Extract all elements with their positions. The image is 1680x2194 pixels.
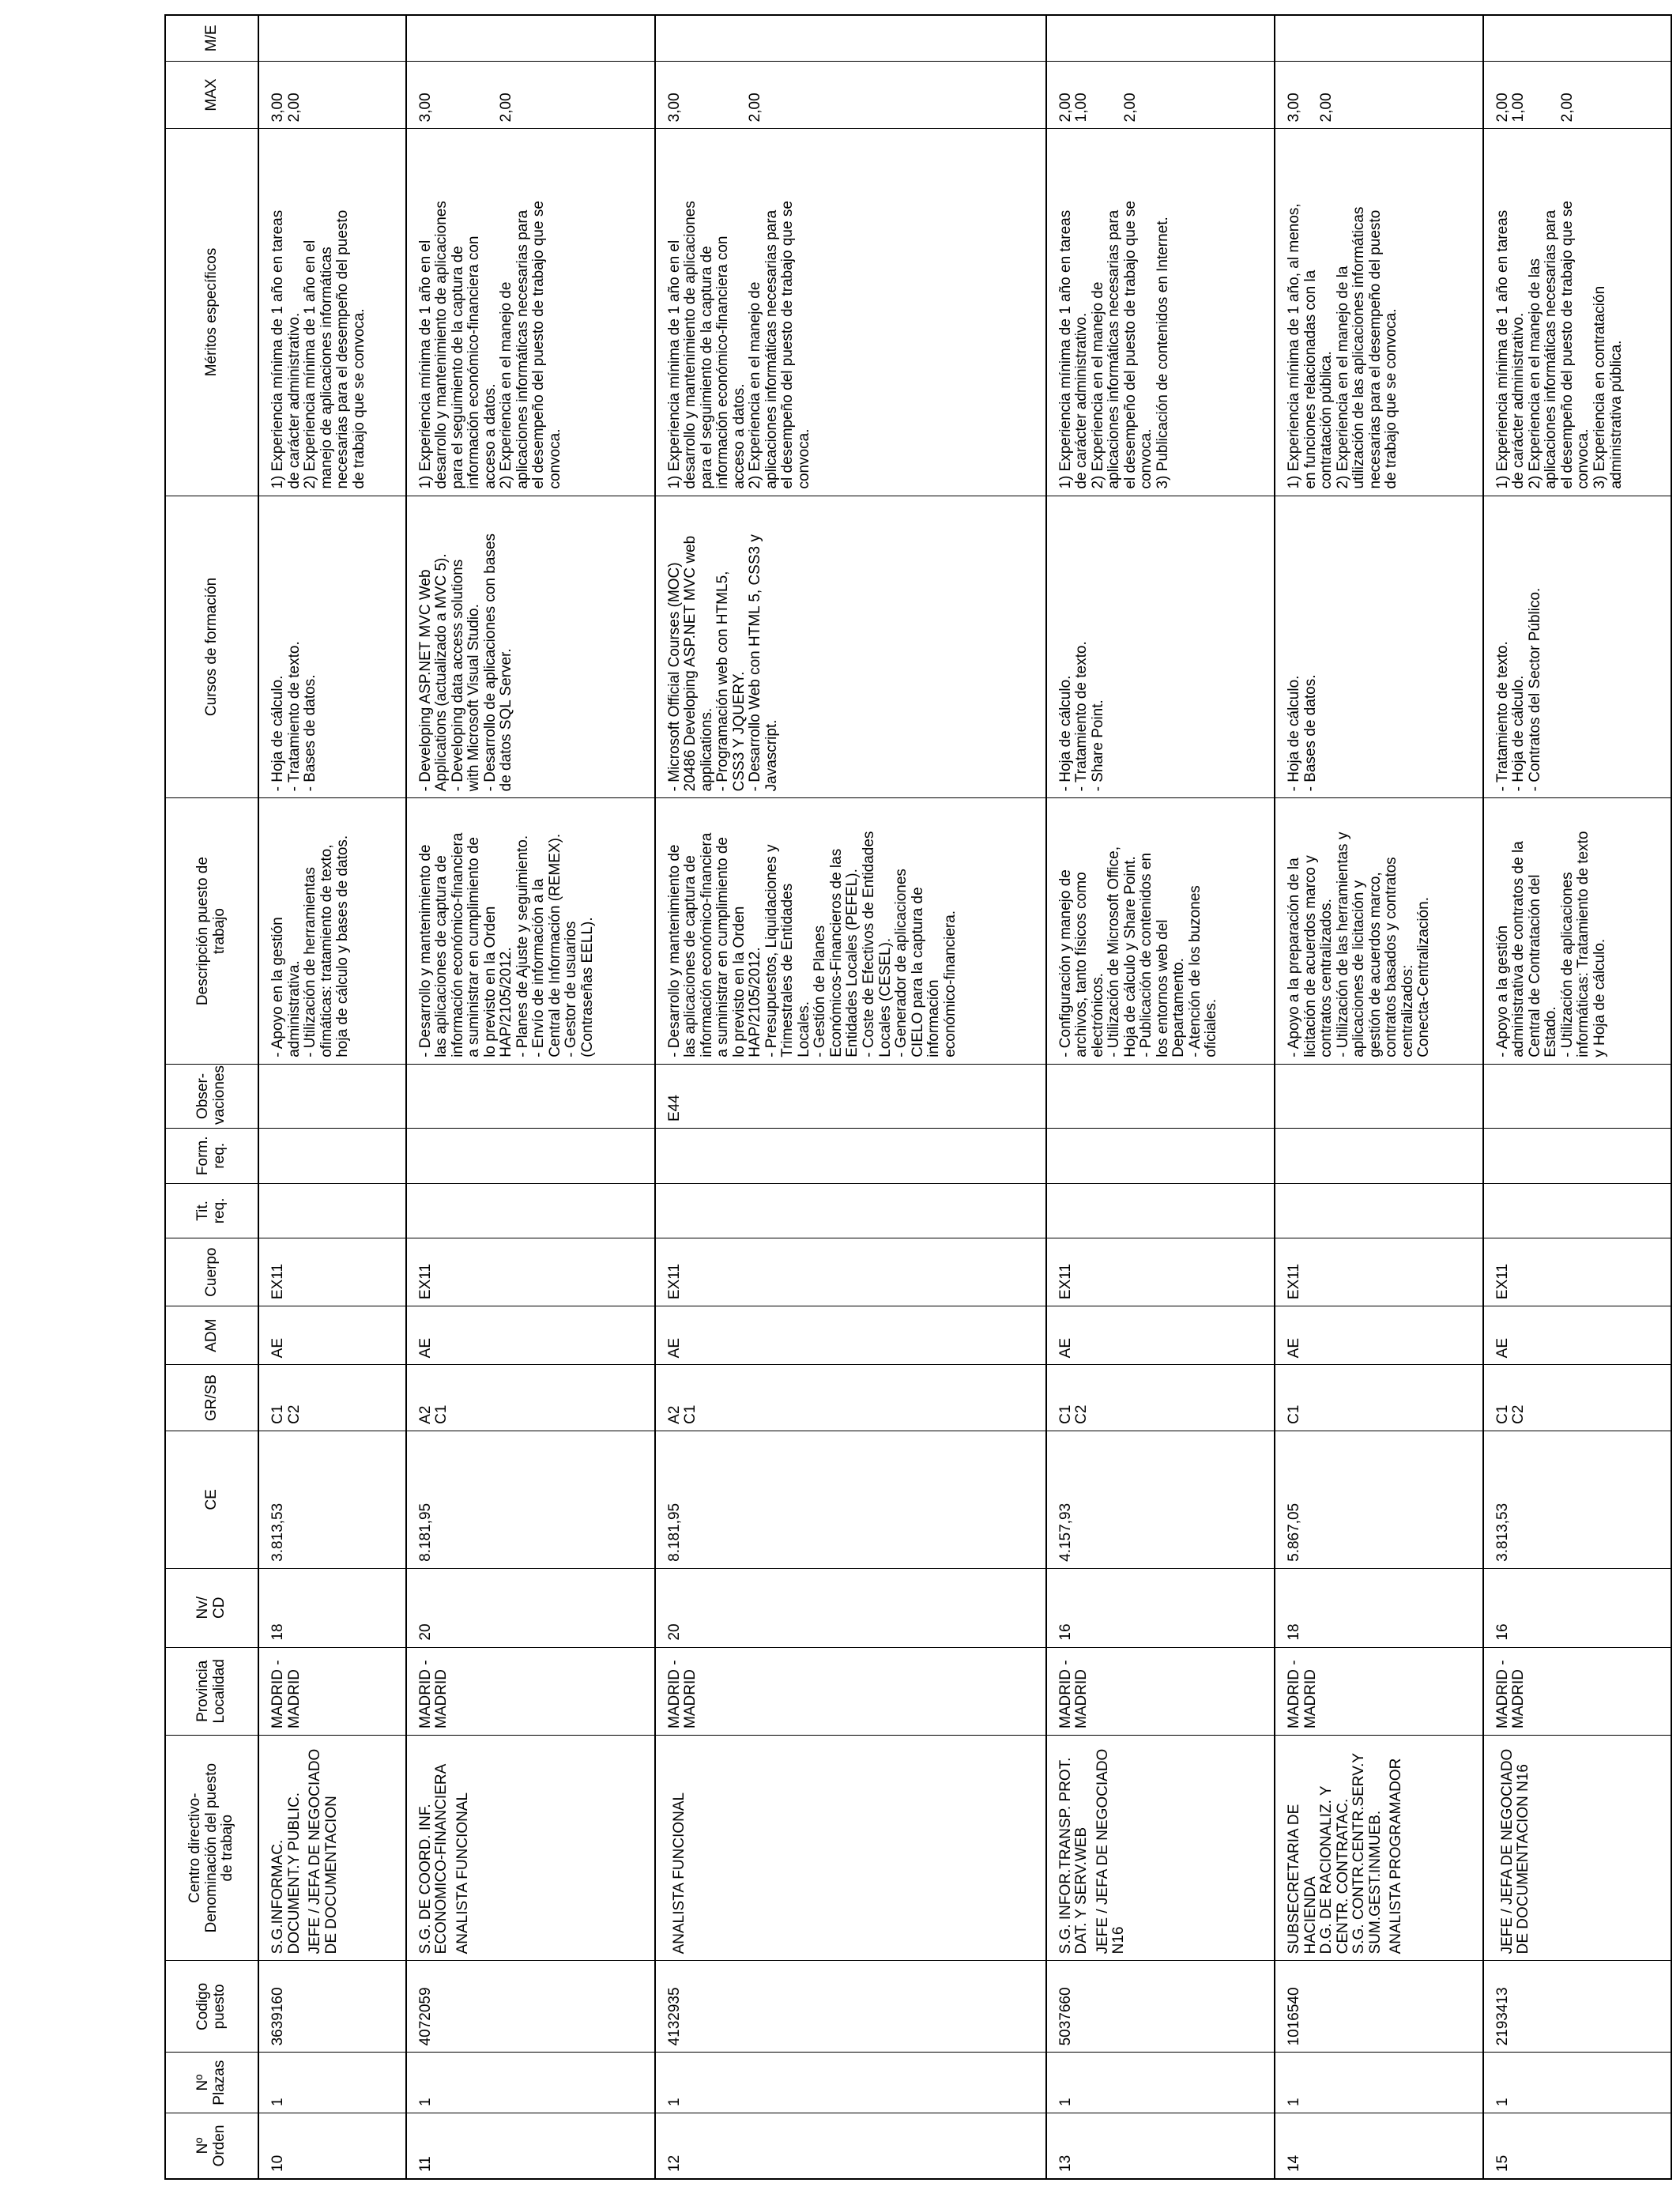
- cell-cuerpo: EX11: [1483, 1238, 1671, 1306]
- centro-organismo: S.G. DE COORD. INF. ECONOMICO-FINANCIERA: [416, 1763, 450, 1955]
- cell-plazas: 1: [258, 2053, 406, 2113]
- cell-provincia: MADRID - MADRID: [1046, 1647, 1275, 1735]
- table-row: [1483, 15, 1671, 2179]
- cell-me: [1275, 15, 1483, 61]
- col-meritos-header: Méritos específicos: [165, 129, 258, 496]
- cell-adm: AE: [258, 1306, 406, 1365]
- puesto-denominacion: JEFE / JEFA DE NEGOCIADO N16: [1094, 1748, 1128, 1955]
- col-nivel-header: Nv/ CD: [165, 1568, 258, 1647]
- cell-max: 3,00 2,00: [655, 61, 1046, 129]
- cell-nivel: 18: [1275, 1568, 1483, 1647]
- col-orden-header: Nº Orden: [165, 2113, 258, 2179]
- cell-max: 2,00 1,00 2,00: [1046, 61, 1275, 129]
- cell-meritos: 1) Experiencia mínima de 1 año en el desarrollo y mantenimiento de aplicaciones para el seguimiento de la captura de información económico-financiera con acceso a datos. 2) Experiencia en el manejo de aplicaciones informáticas necesarias para el desempeño del puesto de trabajo que se convoca.: [406, 129, 655, 496]
- col-provincia-header: Provincia Localidad: [165, 1647, 258, 1735]
- cell-adm: AE: [406, 1306, 655, 1365]
- col-centro-header: Centro directivo- Denominación del puesto de trabajo: [165, 1736, 258, 1961]
- cell-formacion: [1046, 1129, 1275, 1184]
- cell-meritos: 1) Experiencia mínima de 1 año en el desarrollo y mantenimiento de aplicaciones para el seguimiento de la captura de información económico-financiera con acceso a datos. 2) Experiencia en el manejo de aplicaciones informáticas necesarias para el desempeño del puesto de trabajo que se convoca.: [655, 129, 1046, 496]
- col-me-header: M/E: [165, 15, 258, 61]
- cell-meritos: 1) Experiencia mínima de 1 año, al menos, en funciones relacionadas con la contratación pública. 2) Experiencia en el manejo de la utilización de las aplicaciones informáticas necesarias para el desempeño del puesto de trabajo que se convoca.: [1275, 129, 1483, 496]
- table-row: [1046, 15, 1275, 2179]
- cell-me: [406, 15, 655, 61]
- cell-observaciones: [406, 1064, 655, 1128]
- cell-me: [1483, 15, 1671, 61]
- col-grupo-header: GR/SB: [165, 1365, 258, 1431]
- cell-nivel: 18: [258, 1568, 406, 1647]
- cell-observaciones: E44: [655, 1064, 1046, 1128]
- col-titulacion-header: Tit. req.: [165, 1183, 258, 1238]
- puesto-denominacion: ANALISTA PROGRAMADOR: [1388, 1758, 1405, 1955]
- cell-formacion: [655, 1129, 1046, 1184]
- cell-codigo: 3639160: [258, 1961, 406, 2053]
- col-formacion-header: Form. req.: [165, 1129, 258, 1184]
- cell-max: 3,00 2,00: [1275, 61, 1483, 129]
- cell-titulacion: [1046, 1183, 1275, 1238]
- cell-plazas: 1: [655, 2053, 1046, 2113]
- cell-me: [655, 15, 1046, 61]
- cell-centro: [655, 1736, 1046, 1961]
- centro-organismo: S.G.INFORMAC. DOCUMENT.Y PUBLIC.: [269, 1792, 303, 1955]
- cell-formacion: [406, 1129, 655, 1184]
- cell-grupo: C1 C2: [258, 1365, 406, 1431]
- cell-adm: AE: [655, 1306, 1046, 1365]
- cell-orden: 14: [1275, 2113, 1483, 2179]
- cell-titulacion: [1275, 1183, 1483, 1238]
- cell-plazas: 1: [1046, 2053, 1275, 2113]
- cell-cursos: - Developing ASP.NET MVC Web Applications (actualizado a MVC 5). - Developing data access solutions with Microsoft Visual Studio. - Desarrollo de aplicaciones con bases de datos SQL Server.: [406, 496, 655, 798]
- cell-descripcion: - Apoyo a la preparación de la licitación de acuerdos marco y contratos centralizados. - Utilización de las herramientas y aplicaciones de licitación y gestión de acuerdos marco, contratos basados y contratos centralizados: Conecta-Centralización.: [1275, 798, 1483, 1064]
- cell-meritos: 1) Experiencia mínima de 1 año en tareas de carácter administrativo. 2) Experiencia en el manejo de aplicaciones informáticas necesarias para el desempeño del puesto de trabajo que se convoca. 3) Publicación de contenidos en Internet.: [1046, 129, 1275, 496]
- cell-orden: 15: [1483, 2113, 1671, 2179]
- job-positions-table: [164, 14, 1672, 2180]
- table-row: [406, 15, 655, 2179]
- cell-descripcion: - Apoyo en la gestión administrativa. - Utilización de herramientas ofimáticas: tratamiento de texto, hoja de cálculo y bases de datos.: [258, 798, 406, 1064]
- puesto-denominacion: JEFE / JEFA DE NEGOCIADO DE DOCUMENTACION: [307, 1748, 340, 1955]
- cell-cursos: - Hoja de cálculo. - Bases de datos.: [1275, 496, 1483, 798]
- cell-nivel: 20: [406, 1568, 655, 1647]
- cell-ce: 5.867,05: [1275, 1431, 1483, 1568]
- col-cursos-header: Cursos de formación: [165, 496, 258, 798]
- centro-organismo: S.G. INFOR.TRANSP. PROT. DAT. Y SERV.WEB: [1057, 1757, 1090, 1955]
- cell-descripcion: - Desarrollo y mantenimiento de las aplicaciones de captura de información económico-financiera a suministrar en cumplimiento de lo previsto en la Orden HAP/2105/2012. - Presupuestos, Liquidaciones y Trimestrales de Entidades Locales. - Gestión de Planes Económicos-Financieros de las Entidades Locales (PEFEL). - Coste de Efectivos de Entidades Locales (CESEL). - Generador de aplicaciones CIELO para la captura de información económico-financiera.: [655, 798, 1046, 1064]
- cell-plazas: 1: [1483, 2053, 1671, 2113]
- cell-grupo: A2 C1: [406, 1365, 655, 1431]
- cell-ce: 8.181,95: [655, 1431, 1046, 1568]
- puesto-denominacion: ANALISTA FUNCIONAL: [454, 1792, 471, 1955]
- cell-max: 3,00 2,00: [258, 61, 406, 129]
- col-ce-header: CE: [165, 1431, 258, 1568]
- cell-plazas: 1: [406, 2053, 655, 2113]
- cell-adm: AE: [1046, 1306, 1275, 1365]
- cell-ce: 8.181,95: [406, 1431, 655, 1568]
- cell-grupo: A2 C1: [655, 1365, 1046, 1431]
- cell-provincia: MADRID - MADRID: [655, 1647, 1046, 1735]
- cell-formacion: [1275, 1129, 1483, 1184]
- cell-descripcion: - Configuración y manejo de archivos, tanto físicos como electrónicos. - Utilización de Microsoft Office, Hoja de cálculo y Share Point. - Publicación de contenidos en los entornos web del Departamento. - Atención de los buzones oficiales.: [1046, 798, 1275, 1064]
- cell-nivel: 20: [655, 1568, 1046, 1647]
- col-adm-header: ADM: [165, 1306, 258, 1365]
- cell-centro: [1046, 1736, 1275, 1961]
- cell-grupo: C1 C2: [1046, 1365, 1275, 1431]
- header-row: [165, 15, 258, 2179]
- cell-max: 2,00 1,00 2,00: [1483, 61, 1671, 129]
- cell-codigo: 5037660: [1046, 1961, 1275, 2053]
- col-codigo-header: Codigo puesto: [165, 1961, 258, 2053]
- cell-me: [258, 15, 406, 61]
- cell-observaciones: [1483, 1064, 1671, 1128]
- cell-centro: [1275, 1736, 1483, 1961]
- cell-titulacion: [1483, 1183, 1671, 1238]
- cell-cuerpo: EX11: [406, 1238, 655, 1306]
- table-row: [1275, 15, 1483, 2179]
- cell-orden: 13: [1046, 2113, 1275, 2179]
- cell-nivel: 16: [1046, 1568, 1275, 1647]
- rotated-page: [158, 0, 1675, 2194]
- cell-codigo: 4132935: [655, 1961, 1046, 2053]
- cell-cuerpo: EX11: [655, 1238, 1046, 1306]
- cell-nivel: 16: [1483, 1568, 1671, 1647]
- cell-observaciones: [1275, 1064, 1483, 1128]
- cell-provincia: MADRID - MADRID: [1275, 1647, 1483, 1735]
- cell-orden: 12: [655, 2113, 1046, 2179]
- cell-meritos: 1) Experiencia mínima de 1 año en tareas de carácter administrativo. 2) Experiencia mínima de 1 año en el manejo de aplicaciones informáticas necesarias para el desempeño del puesto de trabajo que se convoca.: [258, 129, 406, 496]
- cell-centro: [406, 1736, 655, 1961]
- col-descripcion-header: Descripción puesto de trabajo: [165, 798, 258, 1064]
- cell-cuerpo: EX11: [1046, 1238, 1275, 1306]
- cell-observaciones: [258, 1064, 406, 1128]
- cell-titulacion: [655, 1183, 1046, 1238]
- cell-formacion: [258, 1129, 406, 1184]
- cell-grupo: C1: [1275, 1365, 1483, 1431]
- cell-max: 3,00 2,00: [406, 61, 655, 129]
- cell-grupo: C1 C2: [1483, 1365, 1671, 1431]
- cell-codigo: 1016540: [1275, 1961, 1483, 2053]
- puesto-denominacion: JEFE / JEFA DE NEGOCIADO DE DOCUMENTACION N16: [1498, 1748, 1532, 1955]
- cell-orden: 10: [258, 2113, 406, 2179]
- cell-ce: 4.157,93: [1046, 1431, 1275, 1568]
- table-row: [655, 15, 1046, 2179]
- cell-observaciones: [1046, 1064, 1275, 1128]
- cell-codigo: 4072059: [406, 1961, 655, 2053]
- cell-formacion: [1483, 1129, 1671, 1184]
- cell-centro: [258, 1736, 406, 1961]
- cell-provincia: MADRID - MADRID: [1483, 1647, 1671, 1735]
- cell-cursos: - Hoja de cálculo. - Tratamiento de texto. - Share Point.: [1046, 496, 1275, 798]
- cell-me: [1046, 15, 1275, 61]
- cell-provincia: MADRID - MADRID: [258, 1647, 406, 1735]
- cell-cursos: - Microsoft Official Courses (MOC) 20486 Developing ASP.NET MVC web applications. - Programación web con HTML5, CSS3 Y JQUERY. - Desarrollo Web con HTML 5, CSS3 y Javascript.: [655, 496, 1046, 798]
- col-max-header: MAX: [165, 61, 258, 129]
- cell-orden: 11: [406, 2113, 655, 2179]
- cell-adm: AE: [1483, 1306, 1671, 1365]
- cell-meritos: 1) Experiencia mínima de 1 año en tareas de carácter administrativo. 2) Experiencia en el manejo de las aplicaciones informáticas necesarias para el desempeño del puesto de trabajo que se convoca. 3) Experiencia en contratación administrativa pública.: [1483, 129, 1671, 496]
- cell-centro: [1483, 1736, 1671, 1961]
- cell-titulacion: [406, 1183, 655, 1238]
- col-cuerpo-header: Cuerpo: [165, 1238, 258, 1306]
- cell-ce: 3.813,53: [1483, 1431, 1671, 1568]
- cell-descripcion: - Apoyo a la gestión administrativa de contratos de la Central de Contratación del Estado. - Utilización de aplicaciones informáticas: Tratamiento de texto y Hoja de cálculo.: [1483, 798, 1671, 1064]
- table-row: [258, 15, 406, 2179]
- col-observaciones-header: Obser- vaciones: [165, 1064, 258, 1128]
- centro-organismo: SUBSECRETARIA DE HACIENDA D.G. DE RACIONALIZ. Y CENTR. CONTRATAC. S.G. CONTR.CENTR.SERV.Y SUM.GEST.INMUEB.: [1286, 1752, 1384, 1955]
- cell-provincia: MADRID - MADRID: [406, 1647, 655, 1735]
- cell-cursos: - Hoja de cálculo. - Tratamiento de texto. - Bases de datos.: [258, 496, 406, 798]
- cell-cuerpo: EX11: [258, 1238, 406, 1306]
- cell-cursos: - Tratamiento de texto. - Hoja de cálculo. - Contratos del Sector Público.: [1483, 496, 1671, 798]
- cell-plazas: 1: [1275, 2053, 1483, 2113]
- cell-titulacion: [258, 1183, 406, 1238]
- col-plazas-header: Nº Plazas: [165, 2053, 258, 2113]
- cell-ce: 3.813,53: [258, 1431, 406, 1568]
- puesto-denominacion: ANALISTA FUNCIONAL: [670, 1792, 687, 1955]
- cell-adm: AE: [1275, 1306, 1483, 1365]
- cell-cuerpo: EX11: [1275, 1238, 1483, 1306]
- cell-codigo: 2193413: [1483, 1961, 1671, 2053]
- cell-descripcion: - Desarrollo y mantenimiento de las aplicaciones de captura de información económico-financiera a suministrar en cumplimiento de lo previsto en la Orden HAP/2105/2012. - Planes de Ajuste y seguimiento. - Envío de información a la Central de Información (REMEX). - Gestor de usuarios (Contraseñas EELL).: [406, 798, 655, 1064]
